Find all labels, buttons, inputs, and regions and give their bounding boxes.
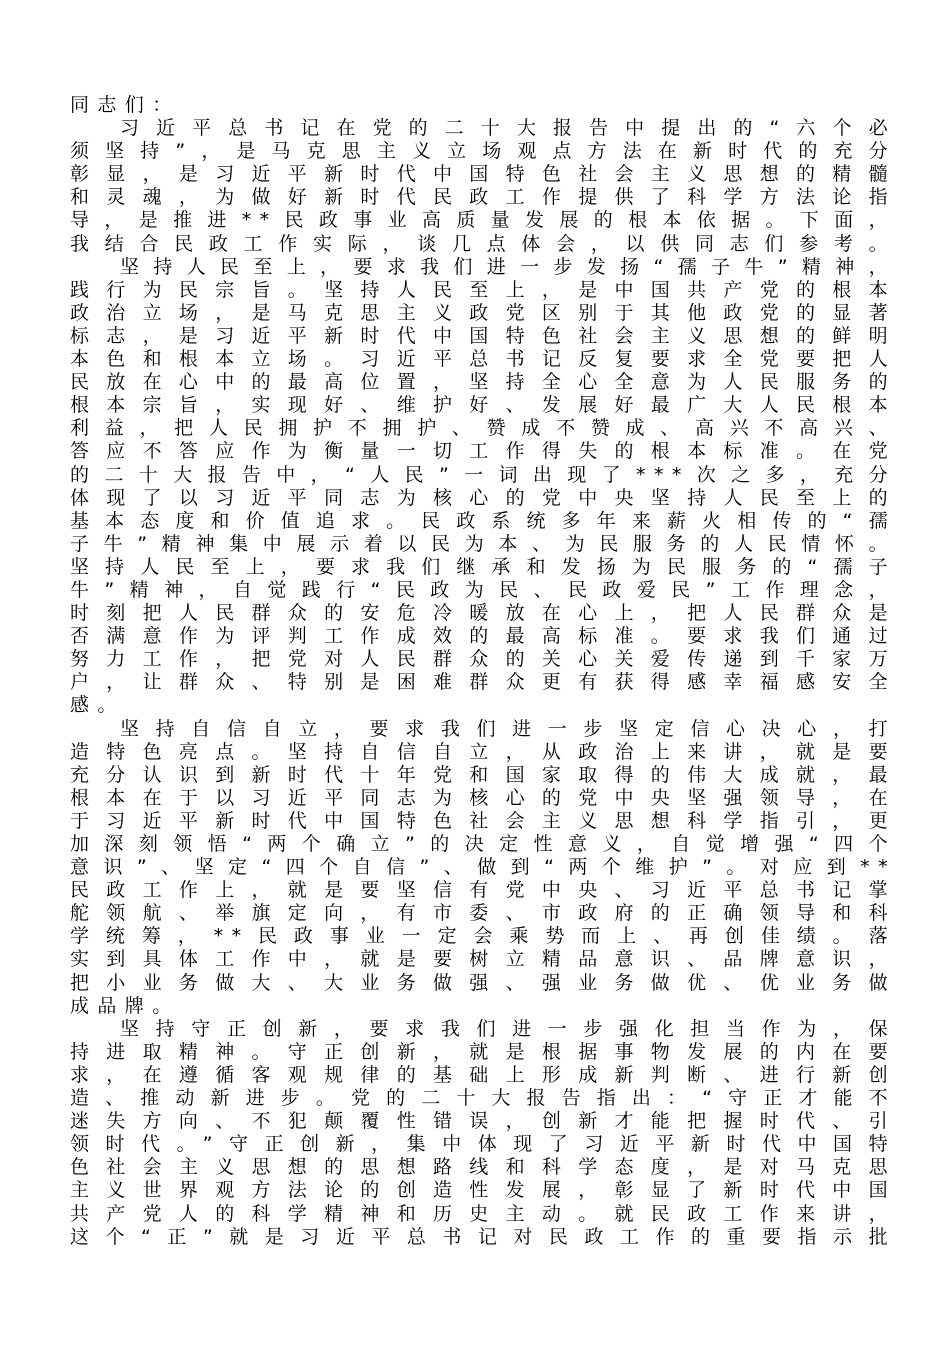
text-line: 利益，把人民拥护不拥护、赞成不赞成、高兴不高兴、	[70, 417, 896, 440]
text-line: 的二十大报告中，“人民”一词出现了***次之多，充分	[70, 463, 896, 486]
text-line: 于习近平新时代中国特色社会主义思想科学指引，更	[70, 809, 896, 832]
text-line: 舵领航、举旗定向，有市委、市政府的正确领导和科	[70, 902, 896, 925]
text-line: 求，在遵循客观规律的基础上形成新判断、进行新创	[70, 1063, 896, 1086]
text-line: 彰显，是习近平新时代中国特色社会主义思想的精髓	[70, 163, 896, 186]
text-line: 实到具体工作中，就是要树立精品意识、品牌意识，	[70, 948, 896, 971]
text-line: 坚持人民至上，要求我们进一步发扬“孺子牛”精神，	[120, 255, 896, 278]
text-line: 民政工作上，就是要坚信有党中央、习近平总书记掌	[70, 879, 896, 902]
text-line: 坚持守正创新，要求我们进一步强化担当作为，保	[120, 1017, 896, 1040]
text-line: 造、推动新进步。党的二十大报告指出：“守正才能不	[70, 1087, 896, 1110]
text-line: 充分认识到新时代十年党和国家取得的伟大成就，最	[70, 763, 896, 786]
text-line: 坚持自信自立，要求我们进一步坚定信心决心，打	[120, 717, 896, 740]
text-line: 领时代。”守正创新，集中体现了习近平新时代中国特	[70, 1133, 896, 1156]
text-line: 民放在心中的最高位置，坚持全心全意为人民服务的	[70, 371, 896, 394]
document-body	[70, 94, 896, 1249]
text-line: 成品牌。	[70, 994, 180, 1017]
text-line: 本色和根本立场。习近平总书记反复要求全党要把人	[70, 348, 896, 371]
text-line: 否满意作为评判工作成效的最高标准。要求我们通过	[70, 625, 896, 648]
text-line: 践行为民宗旨。坚持人民至上，是中国共产党的根本	[70, 278, 896, 301]
text-line: 共产党人的科学精神和历史主动。就民政工作来讲，	[70, 1202, 896, 1225]
text-line: 和灵魂，为做好新时代民政工作提供了科学方法论指	[70, 186, 896, 209]
text-line: 政治立场，是马克思主义政党区别于其他政党的显著	[70, 301, 896, 324]
text-line: 须坚持”，是马克思主义立场观点方法在新时代的充分	[70, 140, 896, 163]
text-line: 主义世界观方法论的创造性发展，彰显了新时代中国	[70, 1179, 896, 1202]
text-line: 标志，是习近平新时代中国特色社会主义思想的鲜明	[70, 324, 896, 347]
text-line: 把小业务做大、大业务做强、强业务做优、优业务做	[70, 971, 896, 994]
text-line: 户，让群众、特别是困难群众更有获得感幸福感安全	[70, 671, 896, 694]
text-line: 子牛”精神集中展示着以民为本、为民服务的人民情怀。	[70, 532, 896, 555]
text-line: 我结合民政工作实际，谈几点体会，以供同志们参考。	[70, 232, 896, 255]
text-line: 色社会主义思想的思想路线和科学态度，是对马克思	[70, 1156, 896, 1179]
text-line: 根本在于以习近平同志为核心的党中央坚强领导，在	[70, 786, 896, 809]
text-line: 同志们：	[70, 94, 180, 116]
text-line: 加深刻领悟“两个确立”的决定性意义，自觉增强“四个	[70, 833, 896, 855]
text-line: 根本宗旨，实现好、维护好、发展好最广大人民根本	[70, 394, 896, 417]
text-line: 导，是推进**民政事业高质量发展的根本依据。下面，	[70, 209, 896, 232]
text-line: 体现了以习近平同志为核心的党中央坚持人民至上的	[70, 486, 896, 509]
text-line: 感。	[70, 694, 125, 717]
text-line: 习近平总书记在党的二十大报告中提出的“六个必	[120, 117, 896, 140]
text-line: 意识”、坚定“四个自信”、做到“两个维护”。对应到**	[70, 856, 896, 879]
text-line: 学统筹，**民政事业一定会乘势而上、再创佳绩。落	[70, 925, 896, 948]
text-line: 基本态度和价值追求。民政系统多年来薪火相传的“孺	[70, 509, 896, 532]
text-line: 迷失方向、不犯颠覆性错误，创新才能把握时代、引	[70, 1110, 896, 1133]
text-line: 坚持人民至上，要求我们继承和发扬为民服务的“孺子	[70, 555, 896, 578]
text-line: 时刻把人民群众的安危冷暖放在心上，把人民群众是	[70, 602, 896, 625]
text-line: 这个“正”就是习近平总书记对民政工作的重要指示批	[70, 1225, 896, 1248]
text-line: 牛”精神，自觉践行“民政为民、民政爱民”工作理念，	[70, 578, 896, 601]
text-line: 答应不答应作为衡量一切工作得失的根本标准。在党	[70, 440, 896, 463]
text-line: 持进取精神。守正创新，就是根据事物发展的内在要	[70, 1040, 896, 1063]
text-line: 努力工作，把党对人民群众的关心关爱传递到千家万	[70, 648, 896, 671]
text-line: 造特色亮点。坚持自信自立，从政治上来讲，就是要	[70, 740, 896, 763]
